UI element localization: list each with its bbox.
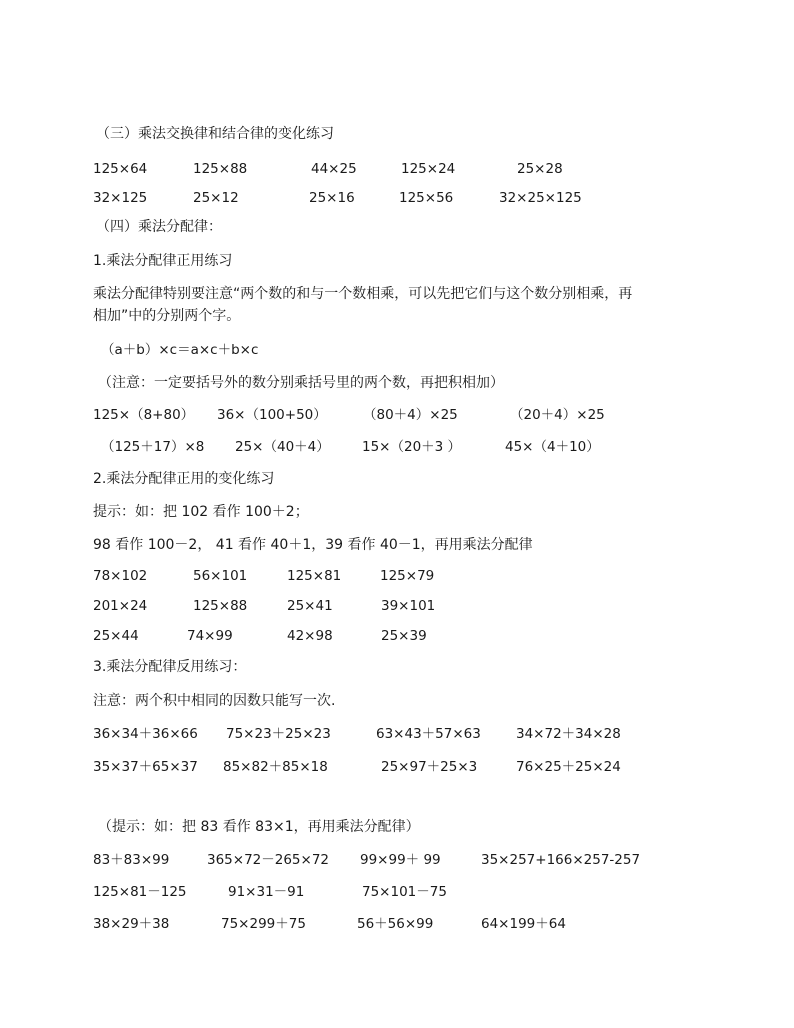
exercise: 63×43＋57×63	[376, 726, 481, 742]
exercise: 365×72－265×72	[207, 852, 330, 868]
exercise: 25×12	[193, 190, 239, 206]
part2-title: 2.乘法分配律正用的变化练习	[93, 471, 275, 487]
exercise: （20＋4）×25	[510, 407, 605, 423]
exercise: 75×299＋75	[221, 916, 306, 932]
exercise: 36×34＋36×66	[93, 726, 198, 742]
exercise: 25×41	[287, 598, 333, 614]
part2-hint-2: 98 看作 100－2， 41 看作 40＋1，39 看作 40－1，再用乘法分配律	[93, 537, 533, 553]
exercise: 35×257+166×257-257	[481, 852, 641, 868]
exercise: （80＋4）×25	[363, 407, 458, 423]
exercise: 25×16	[309, 190, 355, 206]
exercise: 75×101－75	[362, 884, 447, 900]
part3-title: 3.乘法分配律反用练习：	[93, 659, 247, 675]
exercise: 36×（100+50）	[217, 407, 327, 423]
exercise: 44×25	[311, 161, 357, 177]
exercise: 76×25＋25×24	[516, 759, 621, 775]
section3-heading: （三）乘法交换律和结合律的变化练习	[96, 126, 334, 142]
exercise: 75×23＋25×23	[226, 726, 331, 742]
exercise: 99×99＋ 99	[360, 852, 441, 868]
exercise: 74×99	[187, 628, 233, 644]
exercise: 125×81－125	[93, 884, 187, 900]
exercise: 125×（8+80）	[93, 407, 195, 423]
exercise: 85×82＋85×18	[223, 759, 328, 775]
distributive-formula: （a＋b）×c＝a×c＋b×c	[101, 342, 259, 358]
exercise: 25×44	[93, 628, 139, 644]
exercise: 34×72＋34×28	[516, 726, 621, 742]
exercise: 64×199＋64	[481, 916, 566, 932]
exercise: 78×102	[93, 568, 148, 584]
exercise: 125×81	[287, 568, 342, 584]
part3-note: 注意：两个积中相同的因数只能写一次.	[93, 693, 336, 709]
exercise: 42×98	[287, 628, 333, 644]
exercise: 125×88	[193, 598, 248, 614]
exercise: （125＋17）×8	[101, 439, 205, 455]
exercise: 83＋83×99	[93, 852, 170, 868]
exercise: 125×79	[380, 568, 435, 584]
exercise: 125×56	[399, 190, 454, 206]
exercise: 45×（4＋10）	[505, 439, 600, 455]
exercise: 32×125	[93, 190, 148, 206]
exercise: 25×（40＋4）	[235, 439, 330, 455]
exercise: 38×29＋38	[93, 916, 170, 932]
exercise: 56＋56×99	[357, 916, 434, 932]
exercise: 32×25×125	[499, 190, 582, 206]
exercise: 125×64	[93, 161, 148, 177]
exercise: 25×39	[381, 628, 427, 644]
part3-hint: （提示：如：把 83 看作 83×1，再用乘法分配律）	[98, 819, 420, 835]
part1-attention: （注意：一定要括号外的数分别乘括号里的两个数，再把积相加）	[98, 375, 504, 391]
exercise: 39×101	[381, 598, 436, 614]
exercise: 25×97＋25×3	[381, 759, 478, 775]
part1-title: 1.乘法分配律正用练习	[93, 253, 233, 269]
exercise: 125×24	[401, 161, 456, 177]
section4-heading: （四）乘法分配律：	[96, 219, 222, 235]
exercise: 125×88	[193, 161, 248, 177]
part1-note-line-1: 乘法分配律特别要注意“两个数的和与一个数相乘，可以先把它们与这个数分别相乘，再	[93, 286, 633, 302]
exercise: 15×（20＋3 ）	[362, 439, 462, 455]
exercise: 56×101	[193, 568, 248, 584]
exercise: 25×28	[517, 161, 563, 177]
part1-note-line-2: 相加”中的分别两个字。	[93, 308, 241, 324]
exercise: 35×37＋65×37	[93, 759, 198, 775]
exercise: 201×24	[93, 598, 148, 614]
part2-hint-1: 提示：如：把 102 看作 100＋2；	[93, 504, 309, 520]
exercise: 91×31－91	[228, 884, 305, 900]
